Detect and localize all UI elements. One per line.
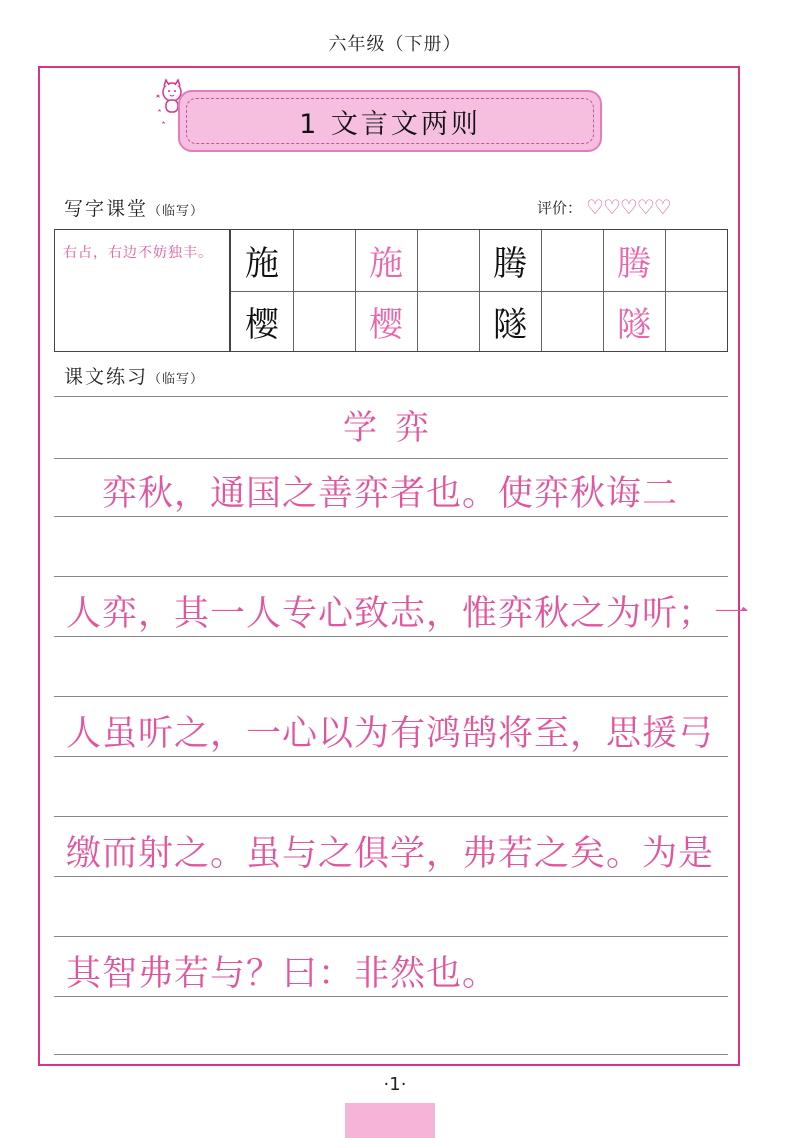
writing-rule <box>54 996 728 997</box>
text-practice-label: 课文练习 <box>64 366 149 388</box>
writing-class-note: （临写） <box>148 204 205 219</box>
writing-rule <box>54 816 728 817</box>
writing-class-label: 写字课堂 <box>64 198 149 220</box>
writing-rule <box>54 516 728 517</box>
rating-hearts[interactable]: ♡♡♡♡♡ <box>586 195 671 219</box>
poem-line: 人弈，其一人专心致志，惟弈秋之为听；一 <box>66 594 751 634</box>
writing-rule <box>54 458 728 459</box>
writing-rule <box>54 876 728 877</box>
grid-char: 隧 <box>493 305 527 345</box>
rating <box>537 195 671 219</box>
writing-rule <box>54 756 728 757</box>
poem-title: 学弈 <box>343 408 447 448</box>
grid-char: 樱 <box>245 305 279 345</box>
grid-trace-char: 隧 <box>617 305 651 345</box>
page-number: ·1· <box>383 1074 407 1095</box>
writing-rule <box>54 936 728 937</box>
text-practice-note: （临写） <box>148 372 205 387</box>
writing-rule <box>54 636 728 637</box>
poem-line: 弈秋，通国之善弈者也。使弈秋诲二 <box>66 474 679 514</box>
grid-char: 腾 <box>493 244 527 284</box>
page-tab <box>345 1103 435 1138</box>
lesson-title: 1 文言文两则 <box>186 98 594 144</box>
writing-hint: 右占，右边不妨独丰。 <box>54 229 230 352</box>
text-practice-heading <box>64 362 204 389</box>
grade-header: 六年级（下册） <box>328 34 462 55</box>
poem-line: 人虽听之，一心以为有鸿鹄将至，思援弓 <box>66 714 715 754</box>
lesson-title-box <box>178 90 602 152</box>
grid-trace-char: 腾 <box>617 244 651 284</box>
writing-rule <box>54 1054 728 1055</box>
grid-trace-char: 樱 <box>369 305 403 345</box>
grid-char: 施 <box>245 244 279 284</box>
character-grid <box>230 229 728 352</box>
writing-rule <box>54 696 728 697</box>
rating-label: 评价： <box>537 198 583 217</box>
writing-rule <box>54 576 728 577</box>
poem-line: 其智弗若与？曰：非然也。 <box>66 954 499 994</box>
grid-trace-char: 施 <box>369 244 403 284</box>
poem-line: 缴而射之。虽与之俱学，弗若之矣。为是 <box>66 834 715 874</box>
writing-rule <box>54 396 728 397</box>
writing-class-heading <box>64 194 204 221</box>
